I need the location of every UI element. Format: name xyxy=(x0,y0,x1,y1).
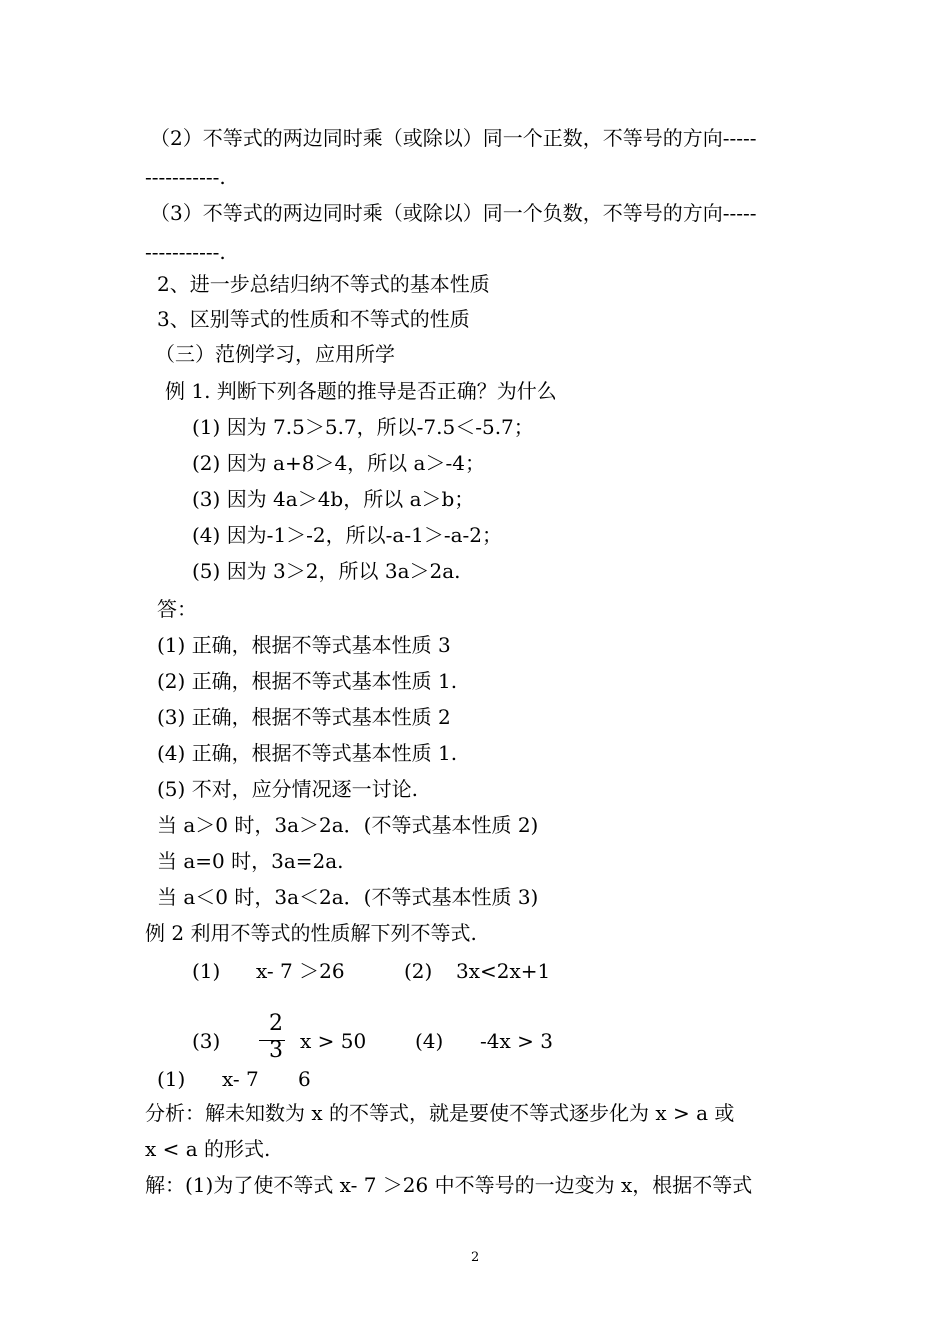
answer-case: 当 a=0 时，3a=2a. xyxy=(157,849,344,873)
analysis-line: x < a 的形式. xyxy=(145,1137,271,1161)
fraction-denominator: 3 xyxy=(269,1038,283,1063)
example-1-item: (4) 因为-1＞-2，所以-a-1＞-a-2； xyxy=(192,523,502,547)
section-heading: （三）范例学习，应用所学 xyxy=(155,342,395,366)
analysis-line: 分析：解未知数为 x 的不等式，就是要使不等式逐步化为 x > a 或 xyxy=(145,1101,735,1125)
inequality-2-label: (2) xyxy=(404,959,433,983)
example-1-item: (5) 因为 3＞2，所以 3a＞2a. xyxy=(192,559,461,583)
inequality-4: -4x > 3 xyxy=(480,1029,553,1053)
answer-case: 当 a＜0 时，3a＜2a．(不等式基本性质 3) xyxy=(157,885,539,909)
answer-item: (3) 正确，根据不等式基本性质 2 xyxy=(157,705,451,729)
inequality-4-label: (4) xyxy=(415,1029,444,1053)
property-2-continuation: -----------. xyxy=(145,165,226,189)
summary-item-3: 3、区别等式的性质和不等式的性质 xyxy=(157,307,470,331)
fragment-label: (1) xyxy=(157,1067,186,1091)
summary-item-2: 2、进一步总结归纳不等式的基本性质 xyxy=(157,272,490,296)
answer-item: (5) 不对，应分情况逐一讨论. xyxy=(157,777,419,801)
inequality-3: x > 50 xyxy=(300,1029,367,1053)
inequality-2: 3x<2x+1 xyxy=(456,959,551,983)
answer-case: 当 a＞0 时，3a＞2a．(不等式基本性质 2) xyxy=(157,813,539,837)
answer-item: (4) 正确，根据不等式基本性质 1. xyxy=(157,741,458,765)
example-1-title: 例 1. 判断下列各题的推导是否正确？为什么 xyxy=(165,379,557,403)
fragment-expression: x- 7 xyxy=(222,1067,259,1091)
fragment-number: 6 xyxy=(298,1067,311,1091)
inequality-1: x- 7 ＞26 xyxy=(256,959,345,983)
answer-item: (1) 正确，根据不等式基本性质 3 xyxy=(157,633,451,657)
example-2-title: 例 2 利用不等式的性质解下列不等式. xyxy=(145,921,477,945)
property-2-line: （2）不等式的两边同时乘（或除以）同一个正数，不等号的方向----- xyxy=(150,126,757,150)
property-3-line: （3）不等式的两边同时乘（或除以）同一个负数，不等号的方向----- xyxy=(150,201,757,225)
inequality-1-label: (1) xyxy=(192,959,221,983)
example-1-item: (3) 因为 4a＞4b，所以 a＞b； xyxy=(192,487,475,511)
inequality-3-label: (3) xyxy=(192,1029,221,1053)
property-3-continuation: -----------. xyxy=(145,240,226,264)
answer-item: (2) 正确，根据不等式基本性质 1. xyxy=(157,669,458,693)
answer-label: 答： xyxy=(157,597,197,621)
example-1-item: (2) 因为 a+8＞4，所以 a＞-4； xyxy=(192,451,485,475)
example-1-item: (1) 因为 7.5＞5.7，所以-7.5＜-5.7； xyxy=(192,415,534,439)
solution-line: 解：(1)为了使不等式 x- 7 ＞26 中不等号的一边变为 x，根据不等式 xyxy=(145,1173,753,1197)
page-number: 2 xyxy=(471,1250,480,1265)
fraction-numerator: 2 xyxy=(269,1011,283,1036)
